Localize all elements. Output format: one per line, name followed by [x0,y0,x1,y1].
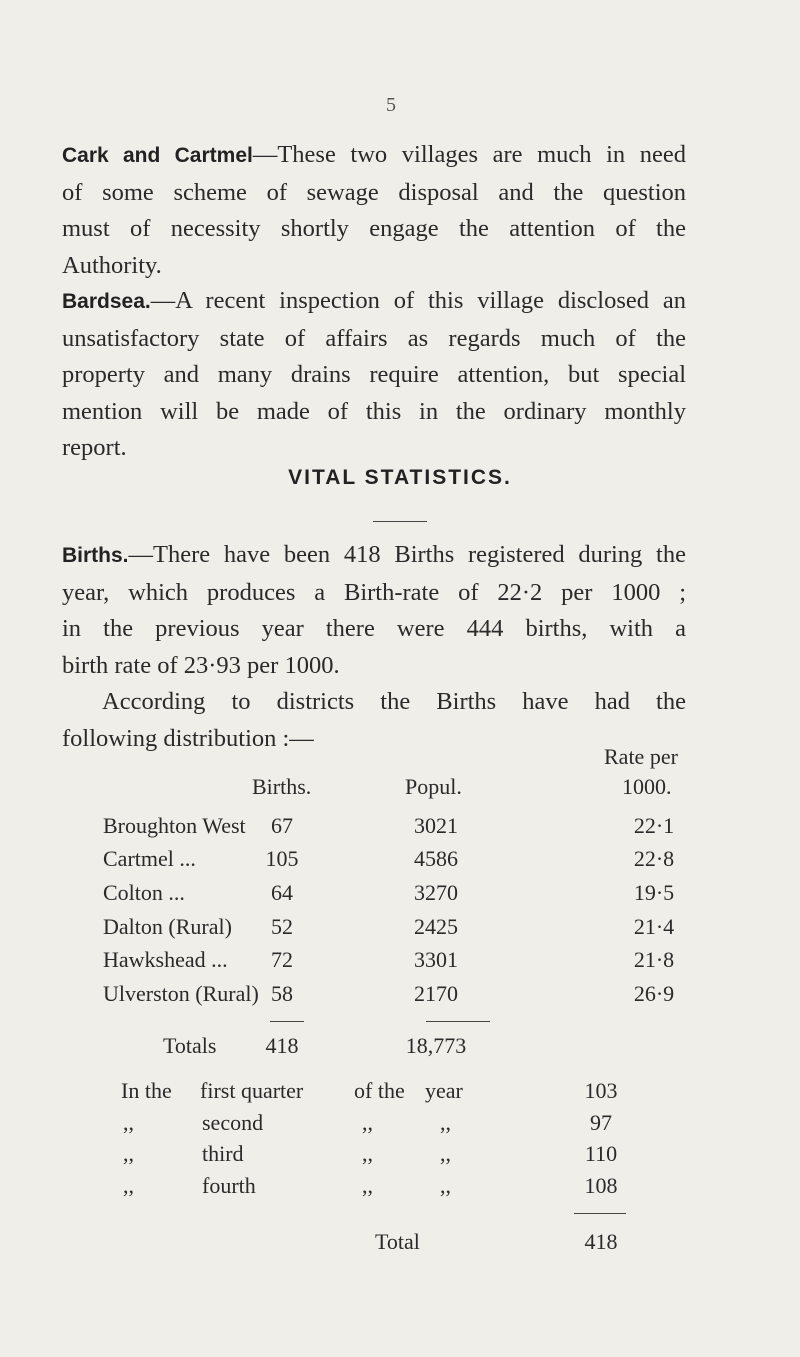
column-header-births: Births. [252,774,312,799]
paragraph-line: According to districts the Births have had the [102,688,686,715]
heading-rule [373,521,427,522]
quarter-year: ,, [440,1141,451,1166]
totals-rule-popul [426,1021,490,1022]
quarters-total-rule [574,1213,626,1214]
paragraph-bardsea [62,283,686,467]
popul-value: 3021 [414,813,458,838]
births-value: 52 [271,914,293,939]
quarter-year: ,, [440,1110,451,1135]
popul-value: 2425 [414,914,458,939]
paragraph-line: unsatisfactory state of affairs as regards much of the [62,324,686,352]
lead-births: Births. [62,544,129,567]
paragraph-line: must of necessity shortly engage the attention of the [62,215,686,243]
births-value: 72 [271,947,293,972]
column-header-rate-line1: Rate per [604,744,678,769]
paragraph-line: birth rate of 23·93 per 1000. [62,651,340,679]
rate-value: 21·8 [633,947,675,972]
paragraph-line: —A recent inspection of this village disclosed an [150,287,686,314]
paragraph-districts-intro [62,684,686,757]
page-number: 5 [386,94,396,116]
paragraph-line: following distribution :— [62,724,314,752]
column-header-popul: Popul. [405,774,462,799]
totals-births: 418 [265,1033,299,1058]
quarter-name: first quarter [200,1078,304,1103]
popul-value: 4586 [414,846,458,871]
paragraph-line: report. [62,434,127,462]
quarter-prefix: ,, [123,1110,134,1135]
column-header-rate-line2: 1000. [622,774,672,799]
paragraph-line: property and many drains require attention, but special [62,361,686,389]
births-value: 58 [271,981,293,1006]
paragraph-line: mention will be made of this in the ordinary monthly [62,397,686,425]
rate-value: 22·1 [633,813,675,838]
births-value: 105 [265,846,299,871]
quarters-total-label: Total [375,1229,420,1254]
section-heading: VITAL STATISTICS. [288,466,512,489]
paragraph-line: year, which produces a Birth-rate of 22·2 per 1000 ; [62,578,686,606]
quarter-value: 97 [590,1110,612,1135]
paragraph-births [62,537,686,684]
district-name: Colton ... [103,880,185,905]
quarter-name: second [202,1110,264,1135]
popul-value: 2170 [414,981,458,1006]
quarter-value: 108 [584,1173,618,1198]
rate-value: 21·4 [633,914,675,939]
paragraph-cark-cartmel [62,137,686,284]
paragraph-line: in the previous year there were 444 births, with a [62,615,686,643]
totals-popul: 18,773 [405,1033,467,1058]
quarter-prefix: In the [121,1078,172,1103]
quarter-of: ,, [362,1141,373,1166]
district-name: Broughton West [103,813,246,838]
district-name: Hawkshead ... [103,947,228,972]
quarter-name: fourth [202,1173,256,1198]
paragraph-line: —There have been 418 Births registered during the [128,541,686,568]
popul-value: 3270 [414,880,458,905]
quarter-of: ,, [362,1110,373,1135]
rate-value: 19·5 [633,880,675,905]
quarter-value: 110 [584,1141,618,1166]
district-name: Ulverston (Rural) [103,981,259,1006]
quarters-total-value: 418 [584,1229,618,1254]
quarter-value: 103 [584,1078,618,1103]
quarter-year: year [425,1078,463,1103]
lead-bardsea: Bardsea. [62,290,151,313]
births-value: 64 [271,880,293,905]
totals-label: Totals [163,1033,217,1058]
quarter-prefix: ,, [123,1141,134,1166]
quarter-name: third [202,1141,244,1166]
quarter-of: ,, [362,1173,373,1198]
lead-cark-cartmel: Cark and Cartmel [62,144,253,167]
rate-value: 26·9 [633,981,675,1006]
district-name: Cartmel ... [103,846,196,871]
births-value: 67 [271,813,293,838]
paragraph-line: of some scheme of sewage disposal and the question [62,178,686,206]
totals-rule-births [270,1021,304,1022]
district-name: Dalton (Rural) [103,914,232,939]
paragraph-line: Authority. [62,251,162,279]
quarter-year: ,, [440,1173,451,1198]
quarter-prefix: ,, [123,1173,134,1198]
paragraph-line: —These two villages are much in need [252,141,686,168]
quarter-of: of the [354,1078,405,1103]
rate-value: 22·8 [633,846,675,871]
popul-value: 3301 [414,947,458,972]
